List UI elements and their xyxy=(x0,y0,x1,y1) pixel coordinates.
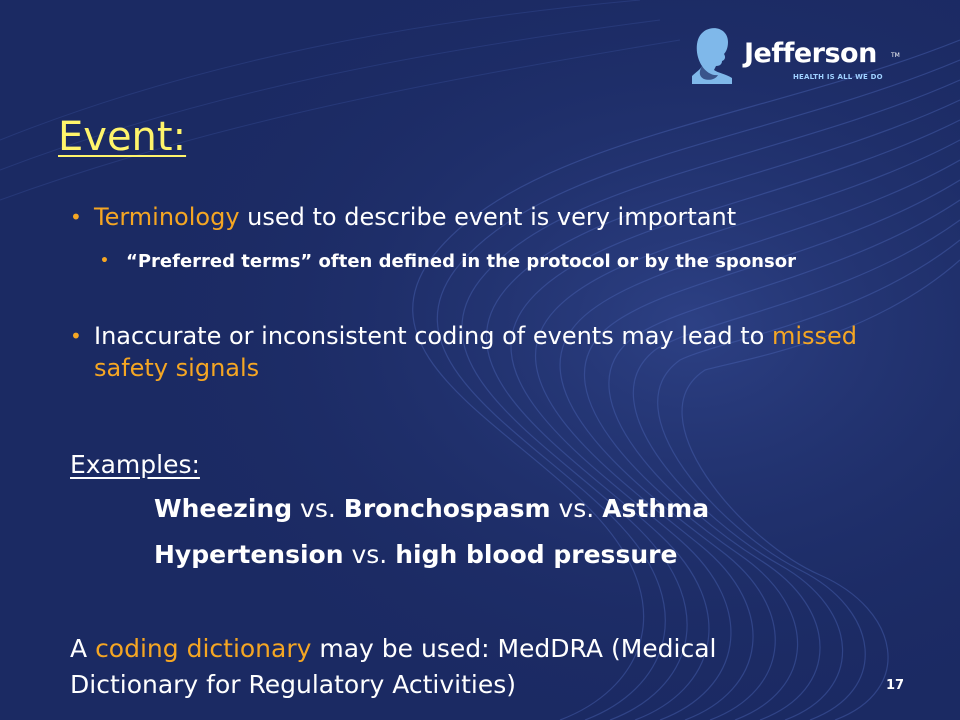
bullet-text xyxy=(94,320,930,384)
slide-title: Event: xyxy=(58,114,187,160)
separator: vs. xyxy=(550,494,603,523)
bullet-main: Inaccurate or inconsistent coding of events may lead to xyxy=(94,322,772,350)
dict-rest: may be used: MedDRA (Medical Dictionary for Regulatory Activities) xyxy=(70,634,717,699)
bullet-dot-icon: • xyxy=(70,205,82,229)
bullet-dot-icon: • xyxy=(70,324,82,348)
accent-missed-safety-signals: missed safety signals xyxy=(94,322,858,382)
dict-prefix: A xyxy=(70,634,96,663)
sub-bullet-text: “Preferred terms” often defined in the protocol or by the sponsor xyxy=(126,251,796,272)
bullet-rest: used to describe event is very important xyxy=(239,203,737,231)
jefferson-head-icon xyxy=(688,26,740,84)
logo-tagline: HEALTH IS ALL WE DO xyxy=(793,73,883,81)
separator: vs. xyxy=(292,494,344,523)
example-blood-pressure xyxy=(154,540,677,569)
examples-heading: Examples: xyxy=(70,450,200,479)
sub-bullet-preferred-terms xyxy=(100,248,860,275)
jefferson-logo xyxy=(688,26,928,86)
coding-dictionary-note xyxy=(70,631,850,703)
term-bronchospasm: Bronchospasm xyxy=(343,494,551,523)
bullet-text xyxy=(94,202,930,232)
accent-coding-dictionary: coding dictionary xyxy=(95,634,312,663)
accent-terminology: Terminology xyxy=(94,203,240,231)
example-respiratory xyxy=(154,494,709,523)
term-wheezing: Wheezing xyxy=(154,494,293,523)
logo-wordmark: Jefferson xyxy=(744,38,877,69)
bullet-terminology xyxy=(70,202,930,232)
sub-bullet-dot-icon: • xyxy=(100,253,109,269)
separator: vs. xyxy=(343,540,396,569)
term-hypertension: Hypertension xyxy=(154,540,344,569)
logo-trademark: TM xyxy=(891,52,900,59)
bullet-coding xyxy=(70,320,930,384)
term-high-blood-pressure: high blood pressure xyxy=(395,540,678,569)
term-asthma: Asthma xyxy=(602,494,710,523)
page-number: 17 xyxy=(886,678,905,693)
